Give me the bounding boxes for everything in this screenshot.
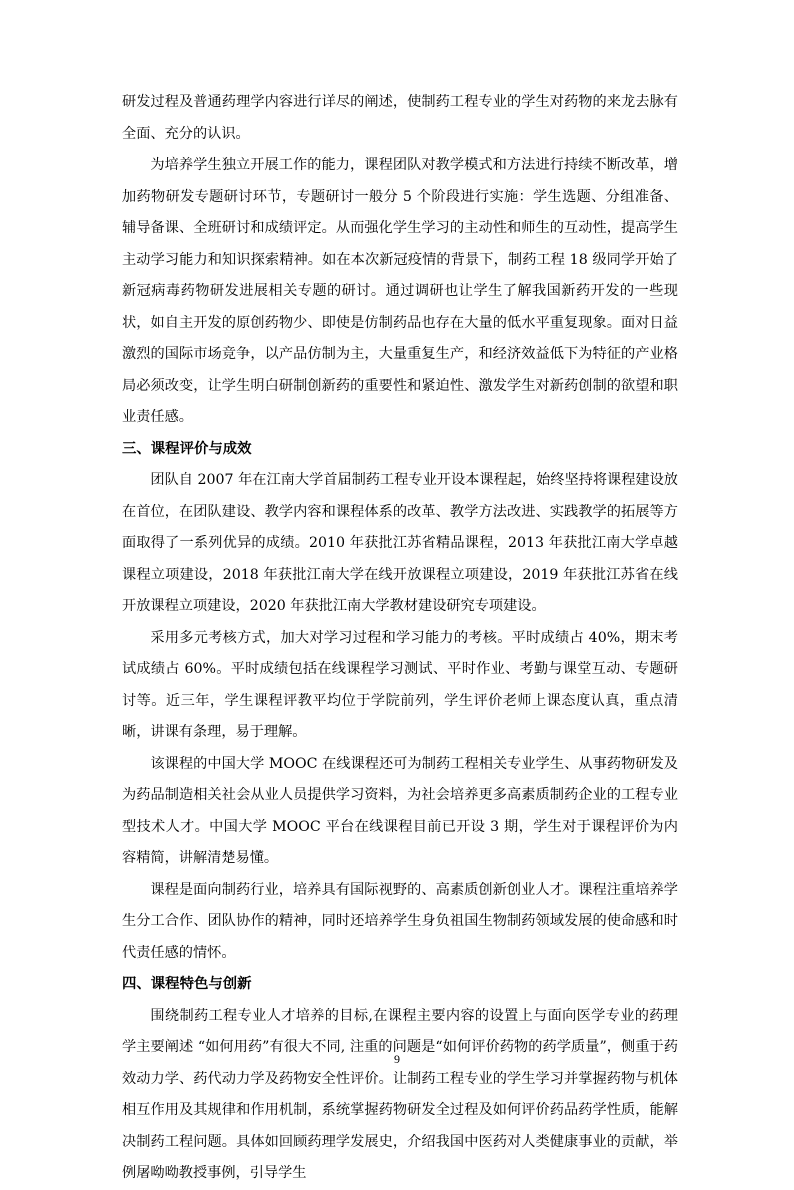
page-number: 9 <box>394 1052 400 1066</box>
section-heading-features: 四、课程特色与创新 <box>122 976 252 992</box>
paragraph-assessment: 采用多元考核方式，加大对学习过程和学习能力的考核。平时成绩占 40%，期末考试成绩占 60%。平时成绩包括在线课程学习测试、平时作业、考勤与课堂互动、专题研讨等。近三年，学生课程评教平均位于学院前列，学生评价老师上课态度认真，重点清晰，讲课有条理，易于理解。 <box>122 629 678 740</box>
paragraph-seminar: 为培养学生独立开展工作的能力，课程团队对教学模式和方法进行持续不断改革，增加药物研发专题研讨环节，专题研讨一般分 5 个阶段进行实施：学生选题、分组准备、辅导备课、全班研讨和成绩评定。从而强化学生学习的主动性和师生的互动性，提高学生主动学习能力和知识探索精神。如在本次新冠疫情的背景下，制药工程 18 级同学开始了新冠病毒药物研发进展相关专题的研讨。通过调研也让学生了解我国新药开发的一些现状，如自主开发的原创药物少、即使是仿制药品也存在大量的低水平重复现象。面对日益激烈的国际市场竞争，以产品仿制为主，大量重复生产，和经济效益低下为特征的产业格局必须改变，让学生明白研制创新药的重要性和紧迫性、激发学生对新药创制的欲望和职业责任感。 <box>122 157 678 425</box>
section-heading-evaluation: 三、课程评价与成效 <box>122 440 252 457</box>
paragraph-continued: 研发过程及普通药理学内容进行详尽的阐述，使制药工程专业的学生对药物的来龙去脉有全面、充分的认识。 <box>122 94 678 142</box>
paragraph-mooc: 该课程的中国大学 MOOC 在线课程还可为制药工程相关专业学生、从事药物研发及为药品制造相关社会从业人员提供学习资料，为社会培养更多高素质制药企业的工程专业型技术人才。中国大学 MOOC 平台在线课程目前已开设 3 期，学生对于课程评价为内容精简，讲解清楚易懂。 <box>122 755 678 866</box>
page-content <box>122 87 678 1190</box>
paragraph-features: 围绕制药工程专业人才培养的目标,在课程主要内容的设置上与面向医学专业的药理学主要阐述 “如何用药”有很大不同, 注重的问题是“如何评价药物的药学质量”，侧重于药效动力学、药代动力学及药物安全性评价。让制药工程专业的学生学习并掌握药物与机体相互作用及其规律和作用机制，系统掌握药物研发全过程及如何评价药品药学性质，能解决制药工程问题。具体如回顾药理学发展史，介绍我国中医药对人类健康事业的贡献，举例屠呦呦教授事例，引导学生 <box>122 1007 678 1181</box>
paragraph-team-history: 团队自 2007 年在江南大学首届制药工程专业开设本课程起，始终坚持将课程建设放在首位，在团队建设、教学内容和课程体系的改革、教学方法改进、实践教学的拓展等方面取得了一系列优异的成绩。2010 年获批江苏省精品课程，2013 年获批江南大学卓越课程立项建设，2018 年获批江南大学在线开放课程立项建设，2019 年获批江苏省在线开放课程立项建设，2020 年获批江南大学教材建设研究专项建设。 <box>122 472 678 614</box>
paragraph-talent: 课程是面向制药行业，培养具有国际视野的、高素质创新创业人才。课程注重培养学生分工合作、团队协作的精神，同时还培养学生身负祖国生物制药领域发展的使命感和时代责任感的情怀。 <box>122 881 678 961</box>
